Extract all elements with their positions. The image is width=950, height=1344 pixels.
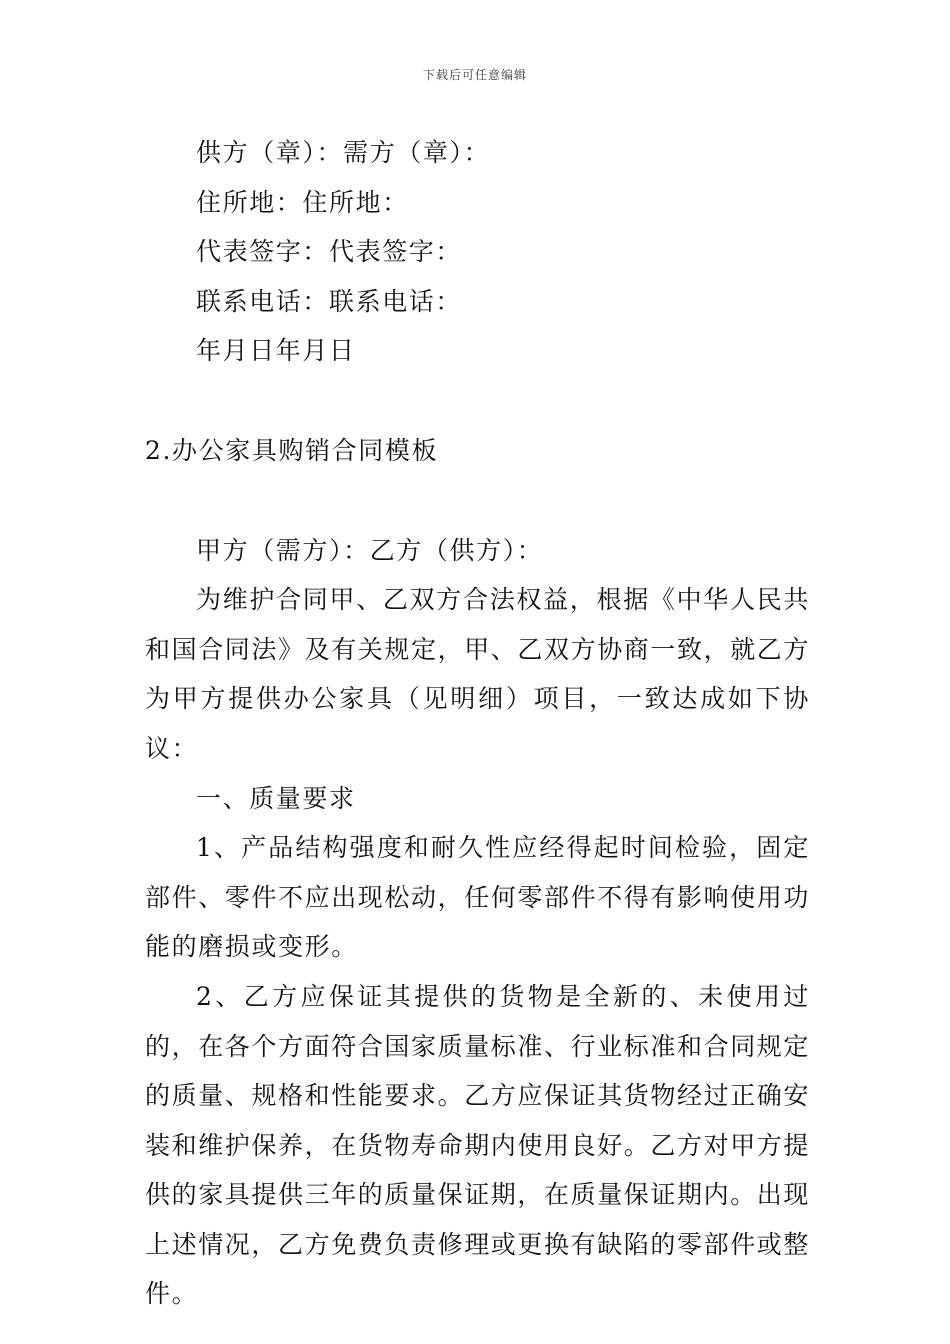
signature-line-date: 年月日年月日 bbox=[196, 336, 356, 366]
signature-line-seal: 供方（章）：需方（章）： bbox=[196, 138, 491, 167]
clause-item-2: 2、乙方应保证其提供的货物是全新的、未使用过的，在各个方面符合国家质量标准、行业标准和合同规定的质量、规格和性能要求。乙方应保证其货物经过正确安装和维护保养，在货物寿命期内使用良好。乙方对甲方提供的家具提供三年的质量保证期，在质量保证期内。出现上述情况，乙方免费负责修理或更换有缺陷的零部件或整件。 bbox=[145, 981, 811, 1309]
intro-paragraph: 为维护合同甲、乙双方合法权益，根据《中华人民共和国合同法》及有关规定，甲、乙双方协商一致，就乙方为甲方提供办公家具（见明细）项目，一致达成如下协议： bbox=[145, 585, 811, 763]
parties-line: 甲方（需方）：乙方（供方）： bbox=[196, 535, 544, 565]
header-note: 下载后可任意编辑 bbox=[422, 68, 527, 82]
signature-line-phone: 联系电话：联系电话： bbox=[196, 286, 463, 316]
signature-line-address: 住所地：住所地： bbox=[196, 187, 409, 217]
document-body bbox=[145, 128, 810, 1319]
clause-item-1: 1、产品结构强度和耐久性应经得起时间检验，固定部件、零件不应出现松动，任何零部件不得有影响使用功能的磨损或变形。 bbox=[145, 833, 811, 962]
spacer bbox=[145, 376, 810, 426]
clause-heading: 一、质量要求 bbox=[196, 783, 356, 813]
section-title: 2.办公家具购销合同模板 bbox=[145, 435, 439, 465]
spacer bbox=[145, 476, 810, 526]
signature-line-representative: 代表签字：代表签字： bbox=[196, 237, 463, 267]
